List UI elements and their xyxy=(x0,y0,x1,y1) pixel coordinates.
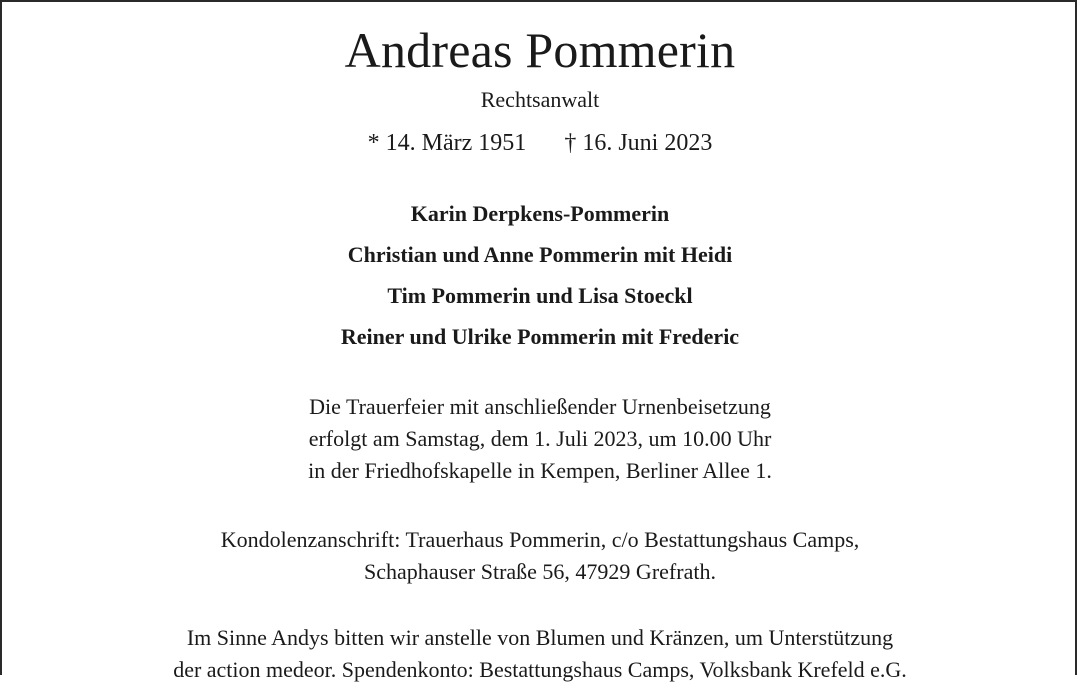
service-line: Die Trauerfeier mit anschließender Urnenbeisetzung xyxy=(309,394,771,419)
deceased-name: Andreas Pommerin xyxy=(344,22,736,78)
condolence-line: Schaphauser Straße 56, 47929 Grefrath. xyxy=(364,559,716,584)
service-info xyxy=(0,391,1080,487)
condolence-line: Kondolenzanschrift: Trauerhaus Pommerin, c/o Bestattungshaus Camps, xyxy=(220,527,860,552)
birth-date: * 14. März 1951 xyxy=(367,130,527,156)
donation-info xyxy=(0,622,1080,686)
mourner-line: Reiner und Ulrike Pommerin mit Frederic xyxy=(340,324,740,349)
deceased-profession: Rechtsanwalt xyxy=(480,87,600,112)
death-date: † 16. Juni 2023 xyxy=(564,130,713,156)
mourner-line: Christian und Anne Pommerin mit Heidi xyxy=(347,242,733,267)
service-line: erfolgt am Samstag, dem 1. Juli 2023, um 10.00 Uhr xyxy=(308,426,772,451)
mourner-line: Tim Pommerin und Lisa Stoeckl xyxy=(387,283,693,308)
condolence-address xyxy=(0,524,1080,588)
service-line: in der Friedhofskapelle in Kempen, Berliner Allee 1. xyxy=(308,458,772,483)
mourner-line: Karin Derpkens-Pommerin xyxy=(410,201,670,226)
donation-line: der action medeor. Spendenkonto: Bestattungshaus Camps, Volksbank Krefeld e.G. xyxy=(173,657,907,682)
mourners-list xyxy=(0,193,1080,357)
life-dates xyxy=(0,128,1080,158)
donation-line: Im Sinne Andys bitten wir anstelle von Blumen und Kränzen, um Unterstützung xyxy=(186,625,894,650)
